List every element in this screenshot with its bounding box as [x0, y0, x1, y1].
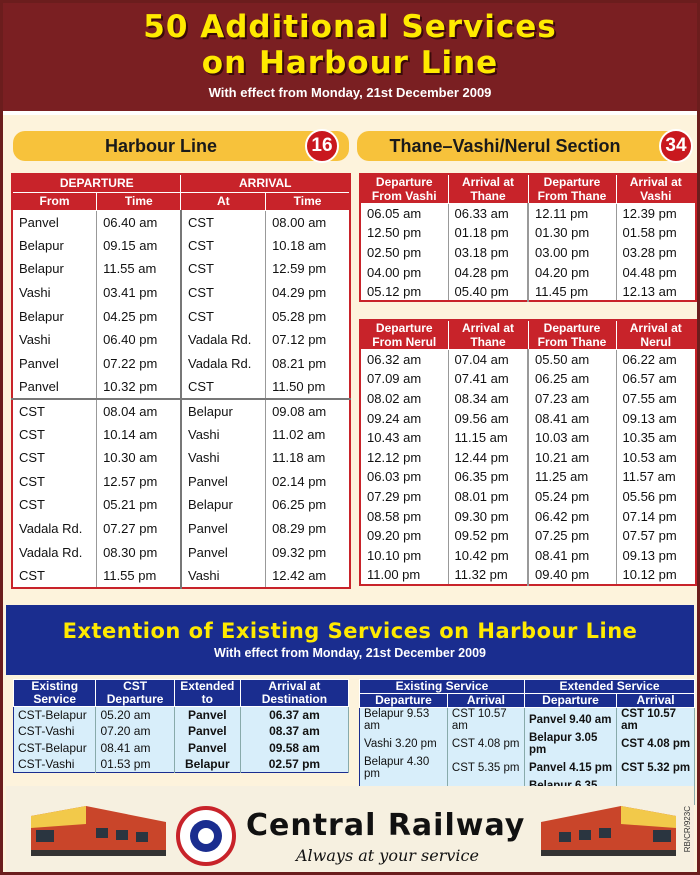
table-row	[12, 257, 350, 281]
table-row	[12, 540, 350, 564]
column-header: Arrival at Destination	[240, 680, 348, 707]
time-cell: 05.24 pm	[528, 487, 616, 507]
time-cell: 10.53 am	[622, 449, 677, 465]
time-cell: 09.13 am	[622, 410, 677, 426]
cell: CST 10.57 am	[447, 708, 524, 733]
cell: CST 10.57 am	[617, 708, 695, 733]
arrival-station: Vashi	[181, 564, 266, 588]
table-row	[14, 723, 349, 740]
departure-time: 06.40 am	[97, 210, 181, 234]
time-cell: 04.48 pm	[622, 264, 677, 280]
departure-time: 08.04 am	[97, 399, 181, 423]
table-row	[360, 282, 696, 302]
time-cell: 10.10 pm	[360, 545, 448, 565]
time-cell: 10.12 pm	[622, 566, 677, 582]
table-row	[360, 447, 696, 467]
column-header: Existing Service	[14, 680, 96, 707]
harbour-count-badge: 16	[305, 129, 339, 163]
time-cell: 09.52 pm	[448, 526, 528, 546]
arrival-station: Belapur	[181, 493, 266, 517]
extended-service-group: Extended Service	[524, 680, 694, 694]
cell: Belapur 4.30 pm	[360, 756, 448, 780]
col-time-arrival: Time	[266, 192, 350, 210]
extension-banner	[6, 605, 694, 675]
departure-time: 03.41 pm	[97, 281, 181, 305]
time-cell: 06.03 pm	[360, 467, 448, 487]
table-row	[12, 234, 350, 258]
departure-time: 07.22 pm	[97, 352, 181, 376]
time-cell: 05.12 pm	[360, 282, 448, 302]
arrival-time: 12.42 am	[272, 567, 327, 583]
column-header: Arrival at Vashi	[616, 174, 696, 204]
time-cell: 05.50 am	[528, 350, 616, 370]
from-station: Belapur	[12, 257, 97, 281]
table-row	[360, 369, 696, 389]
arrival-station: Vashi	[181, 446, 266, 470]
from-station: Vadala Rd.	[12, 517, 97, 541]
time-cell: 08.58 pm	[360, 506, 448, 526]
arrival-time: 09.32 pm	[272, 544, 327, 560]
departure-time: 04.25 pm	[97, 304, 181, 328]
column-header: Departure From Vashi	[360, 174, 448, 204]
table-row	[12, 493, 350, 517]
effect-date: With effect from Monday, 21st December 2009	[208, 85, 492, 100]
title-line-2: on Harbour Line	[201, 45, 499, 81]
arrival-station: CST	[181, 210, 266, 234]
existing-service-group: Existing Service	[360, 680, 525, 694]
from-station: CST	[12, 399, 97, 423]
thane-count-badge: 34	[659, 129, 693, 163]
arrival-station: Belapur	[181, 399, 266, 423]
time-cell: 12.39 pm	[622, 206, 677, 222]
time-cell: 07.23 am	[528, 389, 616, 409]
departure-time: 10.14 am	[97, 422, 181, 446]
extension-title: Extention of Existing Services on Harbour Line	[62, 619, 638, 643]
time-cell: 04.20 pm	[528, 262, 616, 282]
harbour-line-label: Harbour Line	[104, 135, 217, 156]
table-row	[360, 408, 696, 428]
table-row	[360, 565, 696, 585]
time-cell: 03.28 pm	[622, 244, 677, 260]
departure-time: 12.57 pm	[97, 470, 181, 494]
cell: Vashi 3.20 pm	[360, 732, 448, 756]
time-cell: 09.20 pm	[360, 526, 448, 546]
time-cell: 09.24 am	[360, 408, 448, 428]
thane-section-tag	[357, 131, 689, 161]
time-cell: 04.00 pm	[360, 262, 448, 282]
extension-left-table	[13, 679, 349, 773]
time-cell: 08.02 am	[360, 389, 448, 409]
time-cell: 12.44 pm	[448, 447, 528, 467]
time-cell: 12.11 pm	[528, 204, 616, 224]
time-cell: 07.57 pm	[622, 528, 677, 544]
time-cell: 10.42 pm	[448, 545, 528, 565]
print-code: RB/CR/923C	[683, 806, 692, 853]
arrival-time: 11.50 pm	[272, 378, 326, 394]
departure-time: 07.27 pm	[97, 517, 181, 541]
table-row	[360, 487, 696, 507]
table-row	[360, 708, 695, 733]
time-cell: 08.41 am	[528, 408, 616, 428]
time-cell: 01.18 pm	[448, 223, 528, 243]
table-row	[14, 707, 349, 724]
departure-header: DEPARTURE	[12, 174, 181, 192]
column-header: Extended to	[174, 680, 240, 707]
time-cell: 06.33 am	[448, 204, 528, 224]
time-cell: 06.25 am	[528, 369, 616, 389]
from-station: CST	[12, 470, 97, 494]
time-cell: 06.35 pm	[448, 467, 528, 487]
arrival-time: 11.18 am	[272, 450, 326, 466]
column-header: Departure From Nerul	[360, 320, 448, 350]
time-cell: 03.00 pm	[528, 243, 616, 263]
time-cell: 06.05 am	[360, 204, 448, 224]
arrival-station: Panvel	[181, 470, 266, 494]
from-station: CST	[12, 446, 97, 470]
time-cell: 09.40 pm	[528, 565, 616, 585]
arrival-time: 05.28 pm	[272, 308, 327, 324]
time-cell: 07.25 pm	[528, 526, 616, 546]
cell: 08.37 am	[240, 723, 348, 740]
header-banner	[3, 3, 697, 115]
arrival-station: Vadala Rd.	[181, 328, 266, 352]
table-row	[12, 517, 350, 541]
arrival-station: Panvel	[181, 540, 266, 564]
time-cell: 08.41 pm	[528, 545, 616, 565]
departure-time: 10.30 am	[97, 446, 181, 470]
col-time: Time	[97, 192, 181, 210]
time-cell: 11.00 pm	[360, 565, 448, 585]
column-header: Arrival at Thane	[448, 174, 528, 204]
time-cell: 11.32 pm	[448, 565, 528, 585]
arrival-station: CST	[181, 257, 266, 281]
harbour-line-table	[11, 173, 351, 589]
from-station: Belapur	[12, 304, 97, 328]
nerul-thane-table	[359, 319, 697, 586]
time-cell: 12.50 pm	[360, 223, 448, 243]
time-cell: 09.56 am	[448, 408, 528, 428]
arrival-station: CST	[181, 234, 266, 258]
table-row	[12, 328, 350, 352]
column-header: Departure	[524, 694, 616, 708]
vashi-thane-table	[359, 173, 697, 302]
table-row	[360, 732, 695, 756]
table-row	[360, 223, 696, 243]
arrival-time: 09.08 am	[266, 399, 350, 423]
time-cell: 07.04 am	[448, 350, 528, 370]
table-row	[360, 243, 696, 263]
time-cell: 06.57 am	[622, 371, 677, 387]
departure-time: 11.55 pm	[97, 564, 181, 588]
column-header: Departure	[360, 694, 448, 708]
from-station: Vashi	[12, 281, 97, 305]
column-header: Departure From Thane	[528, 320, 616, 350]
time-cell: 07.55 am	[622, 390, 677, 406]
arrival-time: 02.14 pm	[272, 473, 327, 489]
arrival-station: CST	[181, 281, 266, 305]
from-station: Vashi	[12, 328, 97, 352]
time-cell: 06.42 pm	[528, 506, 616, 526]
table-row	[360, 526, 696, 546]
time-cell: 11.57 am	[622, 469, 676, 485]
time-cell: 07.41 am	[448, 369, 528, 389]
time-cell: 03.18 pm	[448, 243, 528, 263]
table-row	[360, 467, 696, 487]
cell: 07.20 am	[96, 723, 174, 740]
arrival-time: 11.02 am	[272, 426, 326, 442]
time-cell: 12.13 am	[622, 283, 677, 299]
cell: Panvel 9.40 am	[524, 708, 616, 733]
column-header: CST Departure	[96, 680, 174, 707]
train-right-icon	[541, 794, 681, 864]
table-row	[12, 422, 350, 446]
time-cell: 09.30 pm	[448, 506, 528, 526]
table-row	[360, 506, 696, 526]
time-cell: 06.22 am	[622, 352, 677, 368]
table-row	[12, 375, 350, 399]
table-row	[12, 470, 350, 494]
from-station: Panvel	[12, 352, 97, 376]
table-row	[14, 740, 349, 757]
time-cell: 07.09 am	[360, 369, 448, 389]
table-row	[12, 281, 350, 305]
table-row	[360, 756, 695, 780]
cell: 06.37 am	[240, 707, 348, 724]
arrival-time: 04.29 pm	[272, 285, 327, 301]
from-station: Belapur	[12, 234, 97, 258]
time-cell: 05.56 pm	[622, 488, 677, 504]
departure-time: 09.15 am	[97, 234, 181, 258]
table-row	[12, 304, 350, 328]
departure-time: 11.55 am	[97, 257, 181, 281]
time-cell: 12.12 pm	[360, 447, 448, 467]
time-cell: 05.40 pm	[448, 282, 528, 302]
time-cell: 10.43 am	[360, 428, 448, 448]
table-row	[360, 545, 696, 565]
time-cell: 07.14 pm	[622, 508, 677, 524]
departure-time: 06.40 pm	[97, 328, 181, 352]
time-cell: 11.45 pm	[528, 282, 616, 302]
cell: 01.53 pm	[96, 756, 174, 773]
arrival-station: Vashi	[181, 422, 266, 446]
from-station: CST	[12, 493, 97, 517]
cell: 02.57 pm	[240, 756, 348, 773]
time-cell: 10.21 am	[528, 447, 616, 467]
time-cell: 08.34 am	[448, 389, 528, 409]
time-cell: 02.50 pm	[360, 243, 448, 263]
col-from: From	[12, 192, 97, 210]
from-station: CST	[12, 564, 97, 588]
table-row	[14, 756, 349, 773]
cell: CST 4.08 pm	[617, 732, 695, 756]
table-row	[12, 564, 350, 588]
cell: CST 5.35 pm	[447, 756, 524, 780]
arrival-station: CST	[181, 304, 266, 328]
tagline: Always at your service	[296, 846, 479, 865]
table-row	[12, 399, 350, 423]
col-at: At	[181, 192, 266, 210]
train-left-icon	[26, 794, 166, 864]
table-row	[12, 446, 350, 470]
timetable-area	[9, 121, 691, 603]
column-header: Arrival at Thane	[448, 320, 528, 350]
cell: CST 5.32 pm	[617, 756, 695, 780]
table-row	[360, 389, 696, 409]
cell: 08.41 am	[96, 740, 174, 757]
arrival-time: 08.29 pm	[272, 521, 327, 537]
table-row	[12, 210, 350, 234]
indian-railways-logo	[176, 806, 236, 866]
arrival-time: 06.25 pm	[272, 497, 327, 513]
cell: CST-Belapur	[14, 740, 96, 757]
arrival-time: 07.12 pm	[272, 332, 327, 348]
time-cell: 08.01 pm	[448, 487, 528, 507]
table-row	[360, 350, 696, 370]
cell: Panvel 4.15 pm	[524, 756, 616, 780]
cell: Panvel	[174, 707, 240, 724]
table-row	[360, 262, 696, 282]
from-station: Vadala Rd.	[12, 540, 97, 564]
arrival-station: CST	[181, 375, 266, 399]
time-cell: 07.29 pm	[360, 487, 448, 507]
time-cell: 10.03 am	[528, 428, 616, 448]
arrival-time: 10.18 am	[272, 237, 327, 253]
table-row	[360, 204, 696, 224]
arrival-time: 08.00 am	[272, 214, 327, 230]
time-cell: 10.35 am	[622, 430, 677, 446]
column-header: Arrival at Nerul	[616, 320, 696, 350]
time-cell: 04.28 pm	[448, 262, 528, 282]
thane-section-label: Thane–Vashi/Nerul Section	[389, 135, 621, 156]
table-row	[360, 428, 696, 448]
cell: CST-Belapur	[14, 707, 96, 724]
harbour-line-tag	[13, 131, 349, 161]
from-station: CST	[12, 422, 97, 446]
cell: Panvel	[174, 740, 240, 757]
cell: Belapur	[174, 756, 240, 773]
time-cell: 11.15 am	[448, 428, 528, 448]
arrival-header: ARRIVAL	[181, 174, 350, 192]
cell: Panvel	[174, 723, 240, 740]
cell: CST 4.08 pm	[447, 732, 524, 756]
central-railway-brand: Central Railway	[246, 808, 526, 843]
departure-time: 05.21 pm	[97, 493, 181, 517]
time-cell: 09.13 pm	[622, 547, 677, 563]
arrival-time: 08.21 pm	[272, 355, 327, 371]
time-cell: 06.32 am	[360, 350, 448, 370]
title-line-1: 50 Additional Services	[143, 9, 557, 45]
extension-effect-date: With effect from Monday, 21st December 2009	[214, 646, 486, 660]
cell: CST-Vashi	[14, 723, 96, 740]
column-header: Arrival	[617, 694, 695, 708]
arrival-time: 12.59 pm	[272, 261, 327, 277]
cell: Belapur 9.53 am	[360, 708, 448, 733]
footer	[6, 786, 694, 872]
departure-time: 10.32 pm	[97, 375, 181, 399]
from-station: Panvel	[12, 375, 97, 399]
cell: CST-Vashi	[14, 756, 96, 773]
from-station: Panvel	[12, 210, 97, 234]
column-header: Arrival	[447, 694, 524, 708]
arrival-station: Panvel	[181, 517, 266, 541]
cell: 09.58 am	[240, 740, 348, 757]
arrival-station: Vadala Rd.	[181, 352, 266, 376]
table-row	[12, 352, 350, 376]
time-cell: 11.25 am	[528, 467, 616, 487]
cell: Belapur 3.05 pm	[524, 732, 616, 756]
departure-time: 08.30 pm	[97, 540, 181, 564]
cell: 05.20 am	[96, 707, 174, 724]
column-header: Departure From Thane	[528, 174, 616, 204]
time-cell: 01.30 pm	[528, 223, 616, 243]
time-cell: 01.58 pm	[622, 225, 677, 241]
